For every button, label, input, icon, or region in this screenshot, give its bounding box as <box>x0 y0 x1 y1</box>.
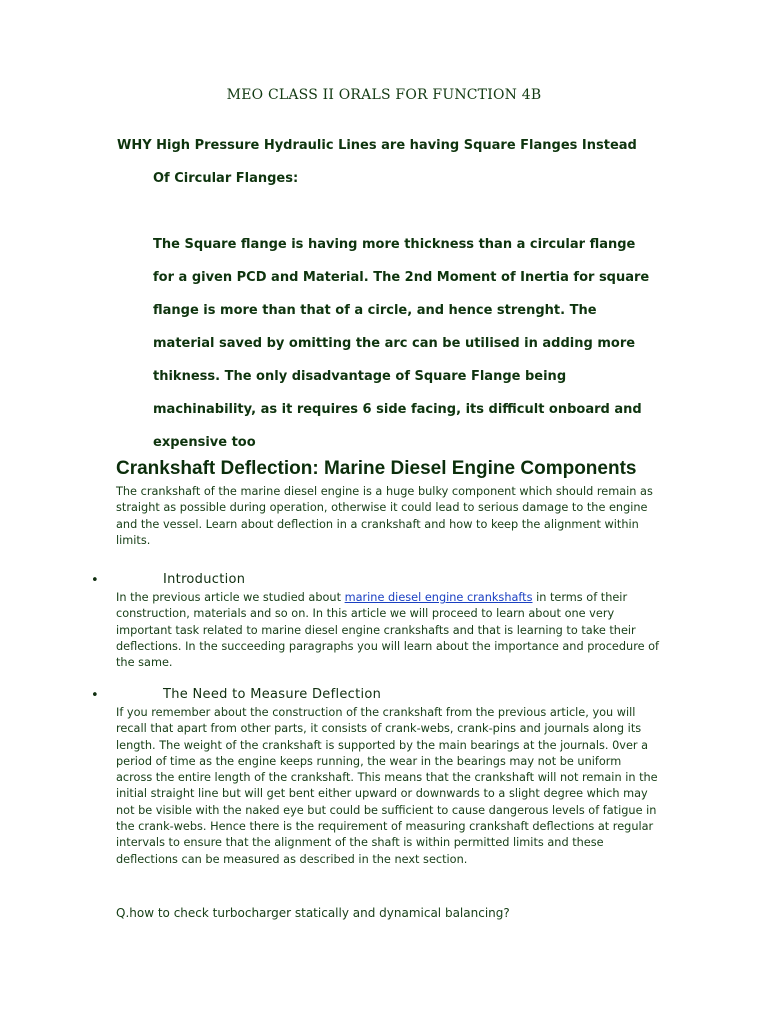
question-heading-line-2: Of Circular Flanges: <box>153 171 299 186</box>
paragraph-text: in terms of their construction, materials and so on. In this article we will proceed to learn about one very important task related to marine diesel engine crankshafts and that is learning to take their deflections. In the succeeding paragraphs you will learn about the importance and procedure of the same. <box>116 591 660 670</box>
article-intro: The crankshaft of the marine diesel engine is a huge bulky component which should remain as straight as possible during operation, otherwise it could lead to serious damage to the engine and the vessel. Learn about deflection in a crankshaft and how to keep the alignment within limits. <box>116 485 653 547</box>
section-heading-need-to-measure: The Need to Measure Deflection <box>163 687 382 702</box>
question-heading-line-1: WHY High Pressure Hydraulic Lines are having Square Flanges Instead <box>117 138 637 153</box>
answer-line: expensive too <box>153 435 256 450</box>
answer-paragraph <box>153 228 673 459</box>
paragraph-text: In the previous article we studied about <box>116 591 345 604</box>
answer-line: thikness. The only disadvantage of Square Flange being <box>153 369 567 384</box>
answer-line: for a given PCD and Material. The 2nd Moment of Inertia for square <box>153 270 650 285</box>
article-title: Crankshaft Deflection: Marine Diesel Engine Components <box>116 458 637 479</box>
section-heading-introduction: Introduction <box>163 572 246 587</box>
answer-line: machinability, as it requires 6 side facing, its difficult onboard and <box>153 402 642 417</box>
crankshafts-article-link[interactable]: marine diesel engine crankshafts <box>344 591 533 604</box>
need-to-measure-paragraph: If you remember about the construction of the crankshaft from the previous article, you will recall that apart from other parts, it consists of crank-webs, crank-pins and journals along its length. The weight of the crankshaft is supported by the main bearings at the journals. 0ver a period of time as the engine keeps running, the wear in the bearings may not be uniform across the entire length of the crankshaft. This means that the crankshaft will not remain in the initial straight line but will get bent either upward or downwards to a slight degree which may not be visible with the naked eye but could be sufficient to cause dangerous levels of fatigue in the crank-webs. Hence there is the requirement of measuring crankshaft deflections at regular intervals to ensure that the alignment of the shaft is within permitted limits and these deflections can be measured as described in the next section. <box>116 706 658 866</box>
answer-line: The Square flange is having more thickness than a circular flange <box>153 237 636 252</box>
footer-question: Q.how to check turbocharger statically and dynamical balancing? <box>116 906 510 920</box>
bullet-icon: • <box>91 573 99 588</box>
bullet-icon: • <box>91 688 99 703</box>
answer-line: flange is more than that of a circle, and hence strenght. The <box>153 303 597 318</box>
introduction-paragraph <box>116 590 661 671</box>
answer-line: material saved by omitting the arc can be utilised in adding more <box>153 336 636 351</box>
page-title: MEO CLASS II ORALS FOR FUNCTION 4B <box>226 87 542 103</box>
